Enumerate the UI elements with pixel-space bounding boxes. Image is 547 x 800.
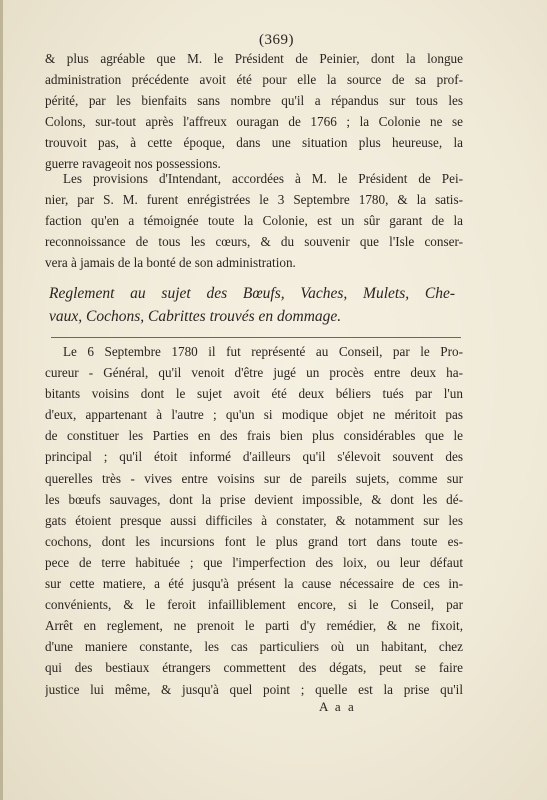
paragraph-1 xyxy=(45,48,463,175)
text-line: cochons, dont les incursions font le plus grand tort dans toute es- xyxy=(45,533,463,549)
text-line: principal ; qu'il étoit informé d'ailleurs qu'il s'élevoit souvent des xyxy=(45,449,463,465)
text-line: Le 6 Septembre 1780 il fut représenté au Conseil, par le Pro- xyxy=(63,344,463,359)
text-line: trouvoit pas, à cette époque, dans une situation plus heureuse, la xyxy=(45,135,463,151)
text-line: faction qu'en a témoignée toute la Colonie, est un sûr garant de la xyxy=(45,213,463,229)
text-line: justice lui même, & jusqu'à quel point ; quelle est la prise qu'il xyxy=(45,681,463,697)
text-line: périté, par les bienfaits sans nombre qu'il a répandus sur tous les xyxy=(45,93,463,109)
text-line: d'eux, appartenant à l'autre ; qu'un si modique objet ne méritoit pas xyxy=(45,407,463,423)
page-number: (369) xyxy=(259,32,294,48)
text-line: & plus agréable que M. le Président de Peinier, dont la longue xyxy=(45,51,463,66)
paragraph-3 xyxy=(45,341,463,700)
section-heading xyxy=(49,282,455,328)
text-line: nier, par S. M. furent enrégistrées le 3 Septembre 1780, & la satis- xyxy=(45,192,463,208)
text-line: Colons, sur-tout après l'affreux ouragan de 1766 ; la Colonie ne se xyxy=(45,114,463,130)
text-line: les bœufs sauvages, dont la prise devient impossible, & dont les dé- xyxy=(45,491,463,507)
paragraph-2 xyxy=(45,168,463,273)
text-line: gats étoient presque aussi difficiles à constater, & notamment sur les xyxy=(45,512,463,528)
text-line: Arrêt en reglement, ne prenoit le parti d'y remédier, & ne fixoit, xyxy=(45,618,463,634)
text-line: d'une maniere constante, les cas particuliers où un habitant, chez xyxy=(45,639,463,655)
text-line: Les provisions d'Intendant, accordées à M. le Président de Pei- xyxy=(63,171,463,186)
text-line: reconnoissance de tous les cœurs, & du souvenir que l'Isle conser- xyxy=(45,234,463,250)
text-line: qui des bestiaux étrangers commettent des dégats, peut se faire xyxy=(45,660,463,676)
text-line: cureur - Général, qu'il venoit d'être jugé un procès entre deux ha- xyxy=(45,365,463,381)
heading-line: vaux, Cochons, Cabrittes trouvés en dommage. xyxy=(49,308,342,325)
heading-underline xyxy=(51,337,461,338)
text-line: querelles très - vives entre voisins sur de pareils sujets, comme sur xyxy=(45,470,463,486)
text-line: administration précédente avoit été pour elle la source de sa prof- xyxy=(45,72,463,88)
text-line: sur cette matiere, a été jusqu'à présent la cause nécessaire de ces in- xyxy=(45,576,463,592)
text-line: guerre ravageoit nos possessions. xyxy=(45,156,221,172)
text-line: de constituer les Parties en des frais bien plus considérables que le xyxy=(45,428,463,444)
heading-line: Reglement au sujet des Bœufs, Vaches, Mulets, Che- xyxy=(49,285,455,302)
text-line: bitants voisins dont le sujet avoit été deux béliers tués par l'un xyxy=(45,386,463,402)
text-line: pece de terre habituée ; que l'imperfection des loix, ou leur défaut xyxy=(45,554,463,570)
text-line: vera à jamais de la bonté de son administration. xyxy=(45,255,296,271)
signature-mark: A a a xyxy=(319,699,356,714)
text-line: convénients, & le feroit infailliblement encore, si le Conseil, par xyxy=(45,597,463,613)
